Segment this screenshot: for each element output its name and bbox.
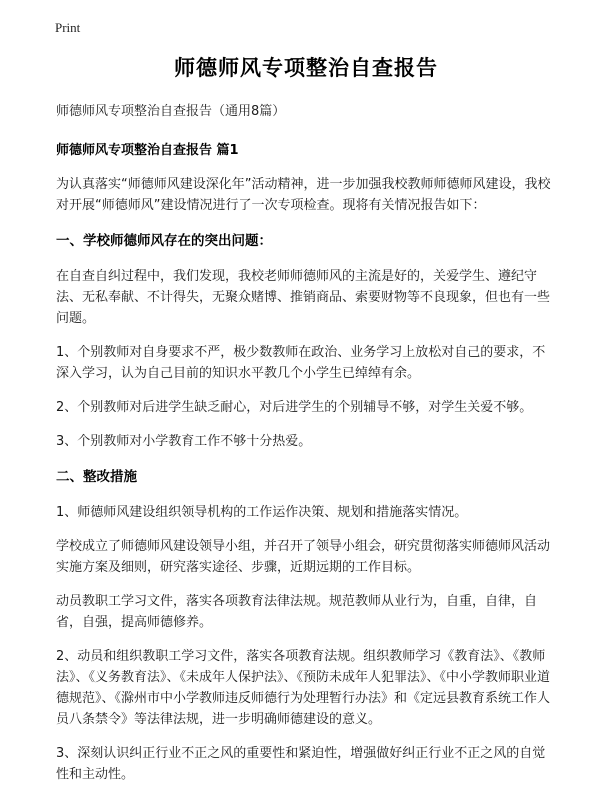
document-page bbox=[56, 52, 556, 798]
paragraph: 2、动员和组织教职工学习文件，落实各项教育法规。组织教师学习《教育法》、《教师法》、《义务教育法》、《未成年人保护法》、《预防未成年人犯罪法》、《中小学教师职业道德规范》、《滁州市中小学教师违反师德行为处理暂行办法》和《定远县教育系统工作人员八条禁令》等法律法规，进一步明确师德建设的意义。 bbox=[56, 649, 551, 727]
paragraph: 动员教职工学习文件，落实各项教育法律法规。规范教师从业行为，自重，自律，自省，自强，提高师德修养。 bbox=[56, 594, 538, 630]
paragraph: 3、深刻认识纠正行业不正之风的重要性和紧迫性，增强做好纠正行业不正之风的自觉性和主动性。 bbox=[56, 746, 546, 782]
paragraph: 1、师德师风建设组织领导机构的工作运作决策、规划和措施落实情况。 bbox=[56, 505, 468, 520]
paragraph: 在自查自纠过程中，我们发现，我校老师师德师风的主流是好的，关爱学生、遵纪守法、无私奉献、不计得失，无聚众赌博、推销商品、索要财物等不良现象，但也有一些问题。 bbox=[56, 269, 551, 326]
section-heading-measures: 二、整改措施 bbox=[56, 469, 137, 485]
paragraph: 3、个别教师对小学教育工作不够十分热爱。 bbox=[56, 434, 312, 449]
paragraph: 1、个别教师对自身要求不严，极少数教师在政治、业务学习上放松对自己的要求，不深入学习，认为自己目前的知识水平教几个小学生已绰绰有余。 bbox=[56, 345, 546, 381]
document-title: 师德师风专项整治自查报告 bbox=[174, 56, 438, 80]
article-title: 师德师风专项整治自查报告 篇1 bbox=[56, 143, 239, 158]
print-label: Print bbox=[55, 20, 81, 35]
paragraph: 学校成立了师德师风建设领导小组，并召开了领导小组会，研究贯彻落实师德师风活动实施方案及细则，研究落实途径、步骤，近期远期的工作目标。 bbox=[56, 539, 551, 575]
section-heading-problems: 一、学校师德师风存在的突出问题： bbox=[56, 233, 272, 249]
document-subtitle: 师德师风专项整治自查报告（通用8篇） bbox=[56, 104, 286, 119]
paragraph: 2、个别教师对后进学生缺乏耐心，对后进学生的个别辅导不够，对学生关爱不够。 bbox=[56, 400, 533, 415]
intro-paragraph: 为认真落实“师德师风建设深化年”活动精神，进一步加强我校教师师德师风建设，我校对开展“师德师风”建设情况进行了一次专项检查。现将有关情况报告如下： bbox=[56, 177, 551, 213]
